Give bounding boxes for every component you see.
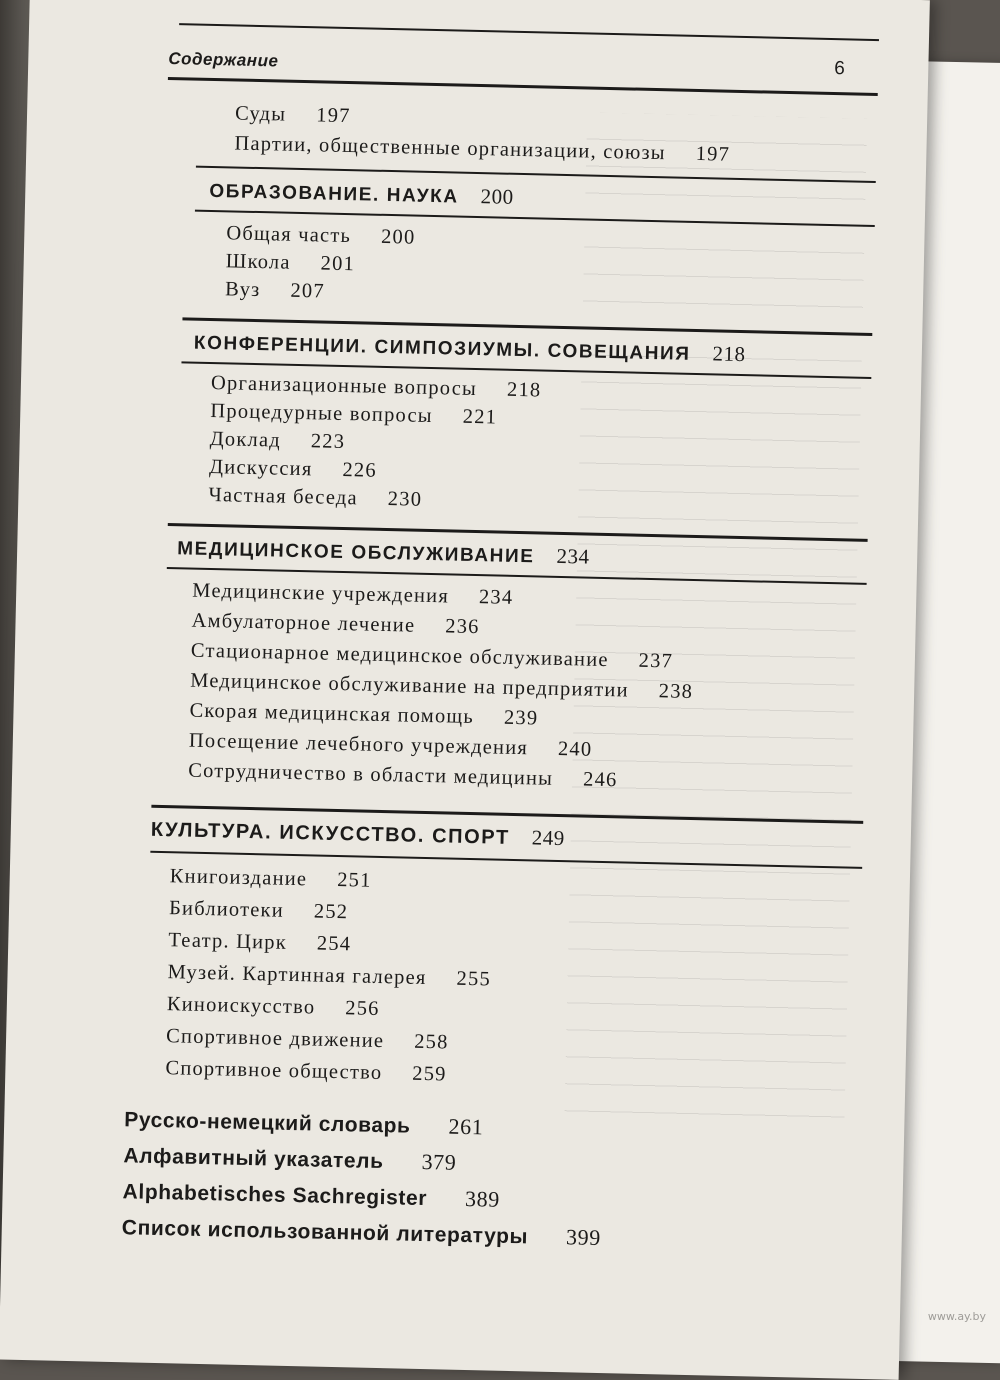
entry-page: 236: [445, 615, 480, 639]
header-rule: [168, 77, 878, 96]
toc-entry: [191, 610, 480, 640]
appendix-entry: [124, 1106, 484, 1140]
entry-page: 252: [313, 900, 349, 924]
toc-entry: [167, 961, 491, 991]
entry-page: 246: [582, 768, 618, 792]
toc-entry: [211, 372, 542, 402]
section-page: 200: [480, 184, 514, 209]
entry-label: Стационарное медицинское обслуживание: [190, 639, 609, 672]
appendix-entry: [123, 1142, 457, 1176]
toc-entry: [210, 400, 497, 430]
entry-page: 256: [345, 997, 380, 1020]
toc-entry: [167, 993, 380, 1021]
appendix-entry: [122, 1178, 500, 1213]
entry-label: Вуз: [224, 278, 261, 302]
entry-label: Скорая медицинская помощь: [189, 699, 475, 729]
entry-label: Киноискусство: [166, 993, 316, 1019]
entry-label: Общая часть: [226, 222, 352, 248]
toc-entry: [190, 670, 693, 704]
toc-entry: [191, 640, 674, 674]
toc-entry: [209, 456, 377, 483]
toc-entry: [189, 700, 538, 731]
entry-label: Дискуссия: [208, 455, 313, 481]
toc-entry: [226, 222, 416, 249]
entry-page: 197: [695, 142, 731, 166]
entry-label: Сотрудничество в области медицины: [187, 759, 554, 790]
watermark-text: www.ay.by: [927, 1310, 986, 1323]
section-heading-culture: [151, 817, 565, 851]
entry-page: 239: [503, 706, 539, 730]
appendix-page: 399: [565, 1224, 602, 1251]
entry-page: 237: [638, 649, 674, 673]
toc-entry: [226, 250, 356, 276]
section-heading-medical: [177, 535, 590, 569]
entry-label: Частная беседа: [208, 483, 359, 510]
entry-page: 221: [462, 405, 498, 429]
toc-entry: [235, 102, 351, 128]
entry-label: Театр. Цирк: [168, 929, 288, 954]
toc-entry: [192, 580, 514, 610]
entry-page: 238: [658, 680, 694, 704]
entry-label: Процедурные вопросы: [210, 399, 434, 428]
entry-label: Медицинские учреждения: [192, 579, 450, 608]
entry-page: 254: [316, 932, 352, 956]
section-title: КУЛЬТУРА. ИСКУССТВО. СПОРТ: [150, 818, 511, 849]
running-header-title: Содержание: [168, 48, 279, 71]
toc-entry: [209, 428, 345, 454]
appendix-label: Список использованной литературы: [121, 1216, 529, 1249]
entry-page: 218: [506, 378, 542, 402]
toc-entry: [170, 865, 372, 893]
entry-label: Медицинское обслуживание на предприятии: [190, 669, 630, 702]
header-top-rule: [179, 23, 879, 41]
entry-label: Партии, общественные организации, союзы: [234, 132, 666, 165]
entry-page: 230: [387, 488, 423, 511]
entry-page: 259: [412, 1062, 447, 1086]
toc-entry: [165, 1057, 447, 1086]
toc-entry: [225, 278, 325, 303]
entry-label: Организационные вопросы: [210, 372, 478, 401]
show-through-text: [565, 112, 868, 1118]
section-heading-conferences: [194, 330, 746, 368]
section-page: 218: [712, 341, 746, 367]
entry-label: Суды: [234, 102, 287, 126]
section-title: КОНФЕРЕНЦИИ. СИМПОЗИУМЫ. СОВЕЩАНИЯ: [193, 332, 691, 365]
section-page: 234: [556, 543, 590, 569]
appendix-label: Алфавитный указатель: [123, 1144, 384, 1174]
entry-page: 234: [478, 586, 514, 609]
entry-page: 197: [316, 104, 351, 128]
toc-entry: [208, 484, 422, 512]
entry-label: Спортивное общество: [165, 1057, 383, 1085]
toc-entry: [234, 132, 730, 166]
appendix-label: Alphabetisches Sachregister: [122, 1180, 428, 1211]
appendix-page: 261: [448, 1113, 484, 1140]
entry-page: 258: [413, 1030, 449, 1054]
entry-page: 240: [557, 737, 593, 761]
appendix-label: Русско-немецкий словарь: [124, 1108, 411, 1138]
toc-entry: [169, 897, 349, 924]
entry-label: Музей. Картинная галерея: [167, 961, 427, 990]
appendix-entry: [122, 1214, 602, 1251]
entry-page: 201: [320, 252, 356, 276]
toc-entry: [168, 929, 351, 956]
toc-entry: [166, 1025, 449, 1054]
entry-label: Школа: [225, 250, 291, 274]
section-page: 249: [531, 825, 566, 851]
toc-entry: [188, 760, 618, 793]
toc-entry: [189, 730, 593, 762]
section-title: МЕДИЦИНСКОЕ ОБСЛУЖИВАНИЕ: [177, 538, 535, 568]
appendix-page: 379: [421, 1148, 457, 1175]
entry-page: 251: [336, 868, 372, 892]
entry-label: Спортивное движение: [165, 1025, 385, 1053]
entry-page: 255: [456, 967, 492, 991]
section-title: ОБРАЗОВАНИЕ. НАУКА: [209, 180, 459, 208]
entry-label: Библиотеки: [168, 897, 285, 922]
entry-page: 226: [342, 459, 378, 482]
entry-page: 200: [380, 225, 416, 249]
entry-page: 223: [310, 430, 346, 454]
page-number: 6: [834, 58, 846, 80]
entry-label: Книгоиздание: [169, 865, 308, 891]
entry-label: Доклад: [209, 427, 282, 452]
entry-label: Амбулаторное лечение: [191, 609, 416, 637]
entry-label: Посещение лечебного учреждения: [188, 729, 529, 760]
entry-page: 207: [290, 279, 326, 303]
section-heading-education: [209, 178, 514, 210]
appendix-page: 389: [464, 1185, 501, 1212]
